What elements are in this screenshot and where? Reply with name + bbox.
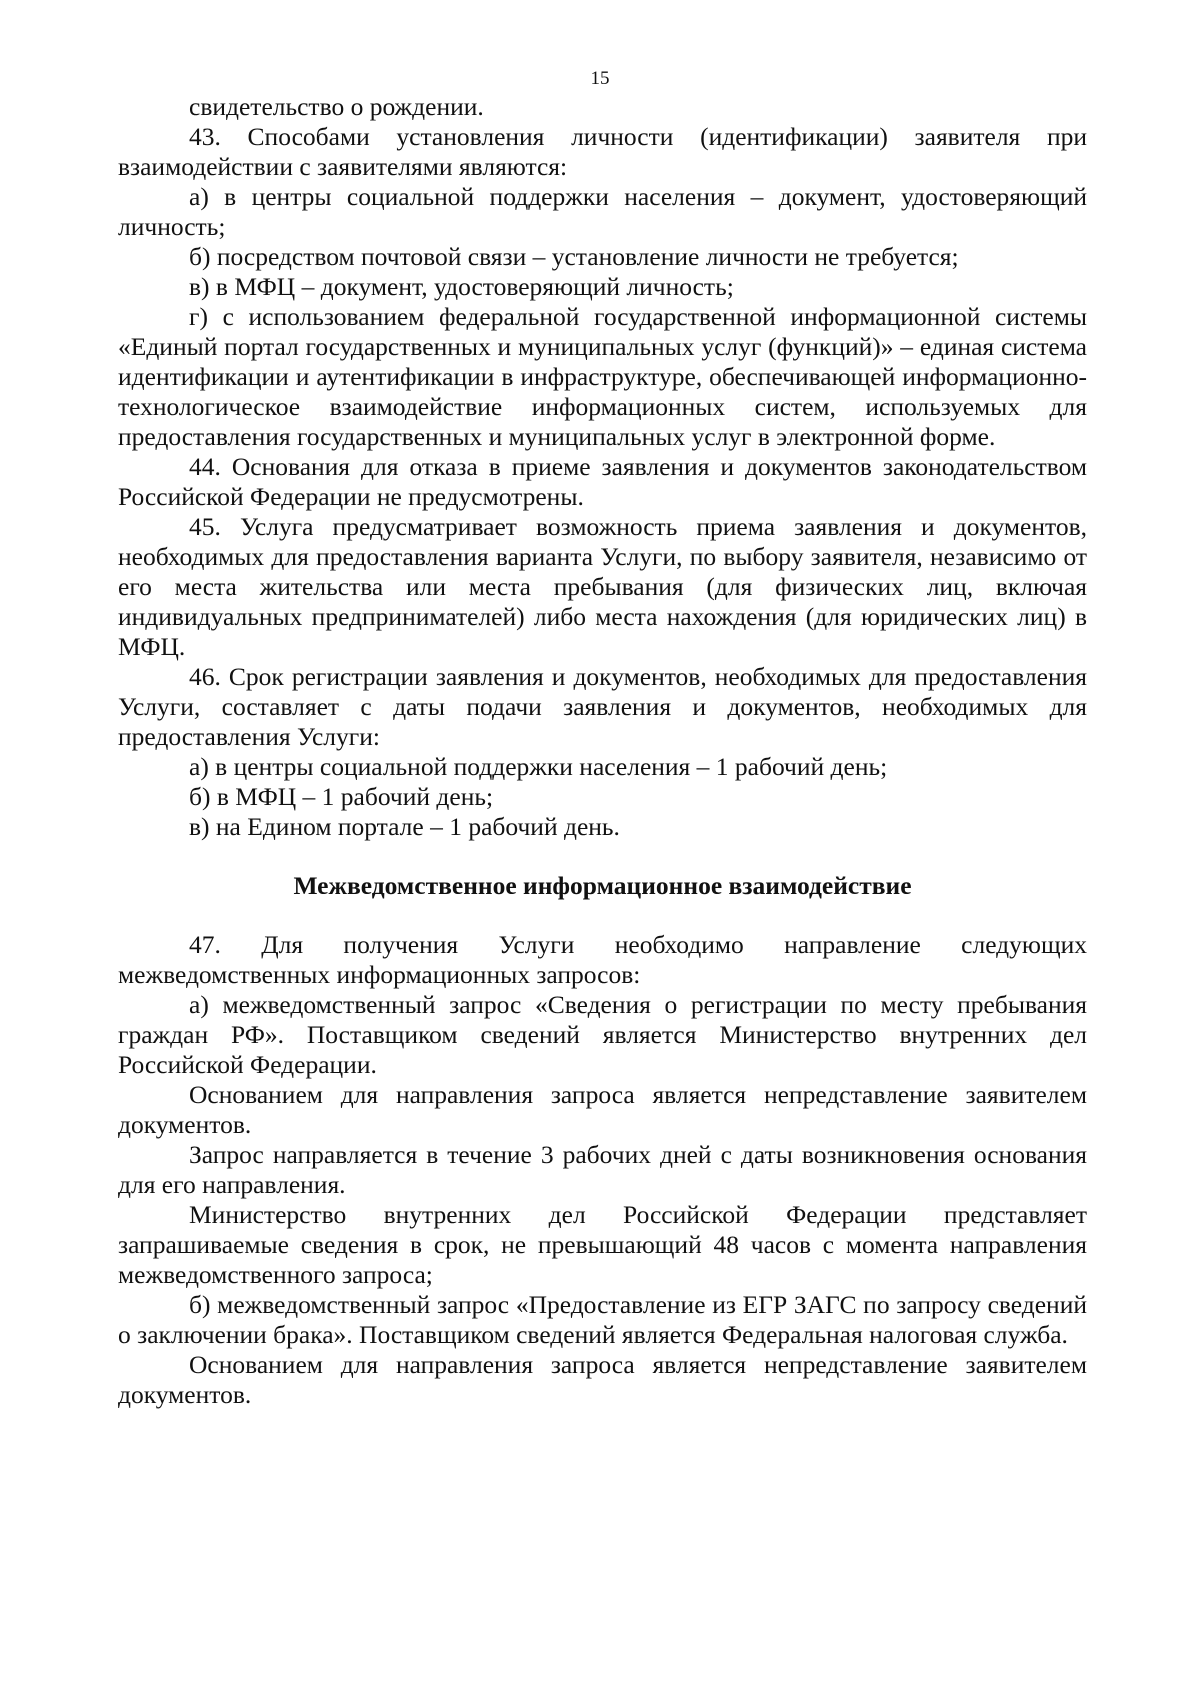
paragraph-47-b-basis: Основанием для направления запроса является непредставление заявителем документов. [118, 1350, 1087, 1409]
paragraph-47-b: б) межведомственный запрос «Предоставление из ЕГР ЗАГС по запросу сведений о заключении брака». Поставщиком сведений является Федеральная налоговая служба. [118, 1290, 1087, 1349]
page-number: 15 [590, 68, 610, 89]
paragraph-46-b: б) в МФЦ – 1 рабочий день; [189, 782, 494, 811]
paragraph-47-a-basis: Основанием для направления запроса является непредставление заявителем документов. [118, 1080, 1087, 1139]
paragraph-47-a: а) межведомственный запрос «Сведения о регистрации по месту пребывания граждан РФ». Поставщиком сведений является Министерство внутренних дел Российской Федерации. [118, 990, 1087, 1079]
paragraph-46-a: а) в центры социальной поддержки населения – 1 рабочий день; [189, 752, 888, 781]
paragraph-43-g: г) с использованием федеральной государственной информационной системы «Единый портал государственных и муниципальных услуг (функций)» – единая система идентификации и аутентификации в инфраструктуре, обеспечивающей информационно-технологическое взаимодействие информационных систем, используемых для предоставления государственных и муниципальных услуг в электронной форме. [118, 302, 1087, 451]
paragraph-47: 47. Для получения Услуги необходимо направление следующих межведомственных информационных запросов: [118, 930, 1087, 989]
paragraph-43-b: б) посредством почтовой связи – установление личности не требуется; [189, 242, 959, 271]
paragraph-47-a-response: Министерство внутренних дел Российской Федерации представляет запрашиваемые сведения в срок, не превышающий 48 часов с момента направления межведомственного запроса; [118, 1200, 1087, 1289]
document-body [118, 92, 1087, 1410]
section-heading: Межведомственное информационное взаимодействие [293, 871, 912, 900]
paragraph-46: 46. Срок регистрации заявления и документов, необходимых для предоставления Услуги, составляет с даты подачи заявления и документов, необходимых для предоставления Услуги: [118, 662, 1087, 751]
paragraph-43-a: а) в центры социальной поддержки населения – документ, удостоверяющий личность; [118, 182, 1087, 241]
paragraph-45: 45. Услуга предусматривает возможность приема заявления и документов, необходимых для предоставления варианта Услуги, по выбору заявителя, независимо от его места жительства или места пребывания (для физических лиц, включая индивидуальных предпринимателей) либо места нахождения (для юридических лиц) в МФЦ. [118, 512, 1087, 661]
paragraph-continuation: свидетельство о рождении. [189, 92, 484, 121]
paragraph-43: 43. Способами установления личности (идентификации) заявителя при взаимодействии с заявителями являются: [118, 122, 1087, 181]
paragraph-47-a-timing: Запрос направляется в течение 3 рабочих дней с даты возникновения основания для его направления. [118, 1140, 1087, 1199]
paragraph-43-v: в) в МФЦ – документ, удостоверяющий личность; [189, 272, 734, 301]
paragraph-46-v: в) на Едином портале – 1 рабочий день. [189, 812, 620, 841]
paragraph-44: 44. Основания для отказа в приеме заявления и документов законодательством Российской Федерации не предусмотрены. [118, 452, 1087, 511]
